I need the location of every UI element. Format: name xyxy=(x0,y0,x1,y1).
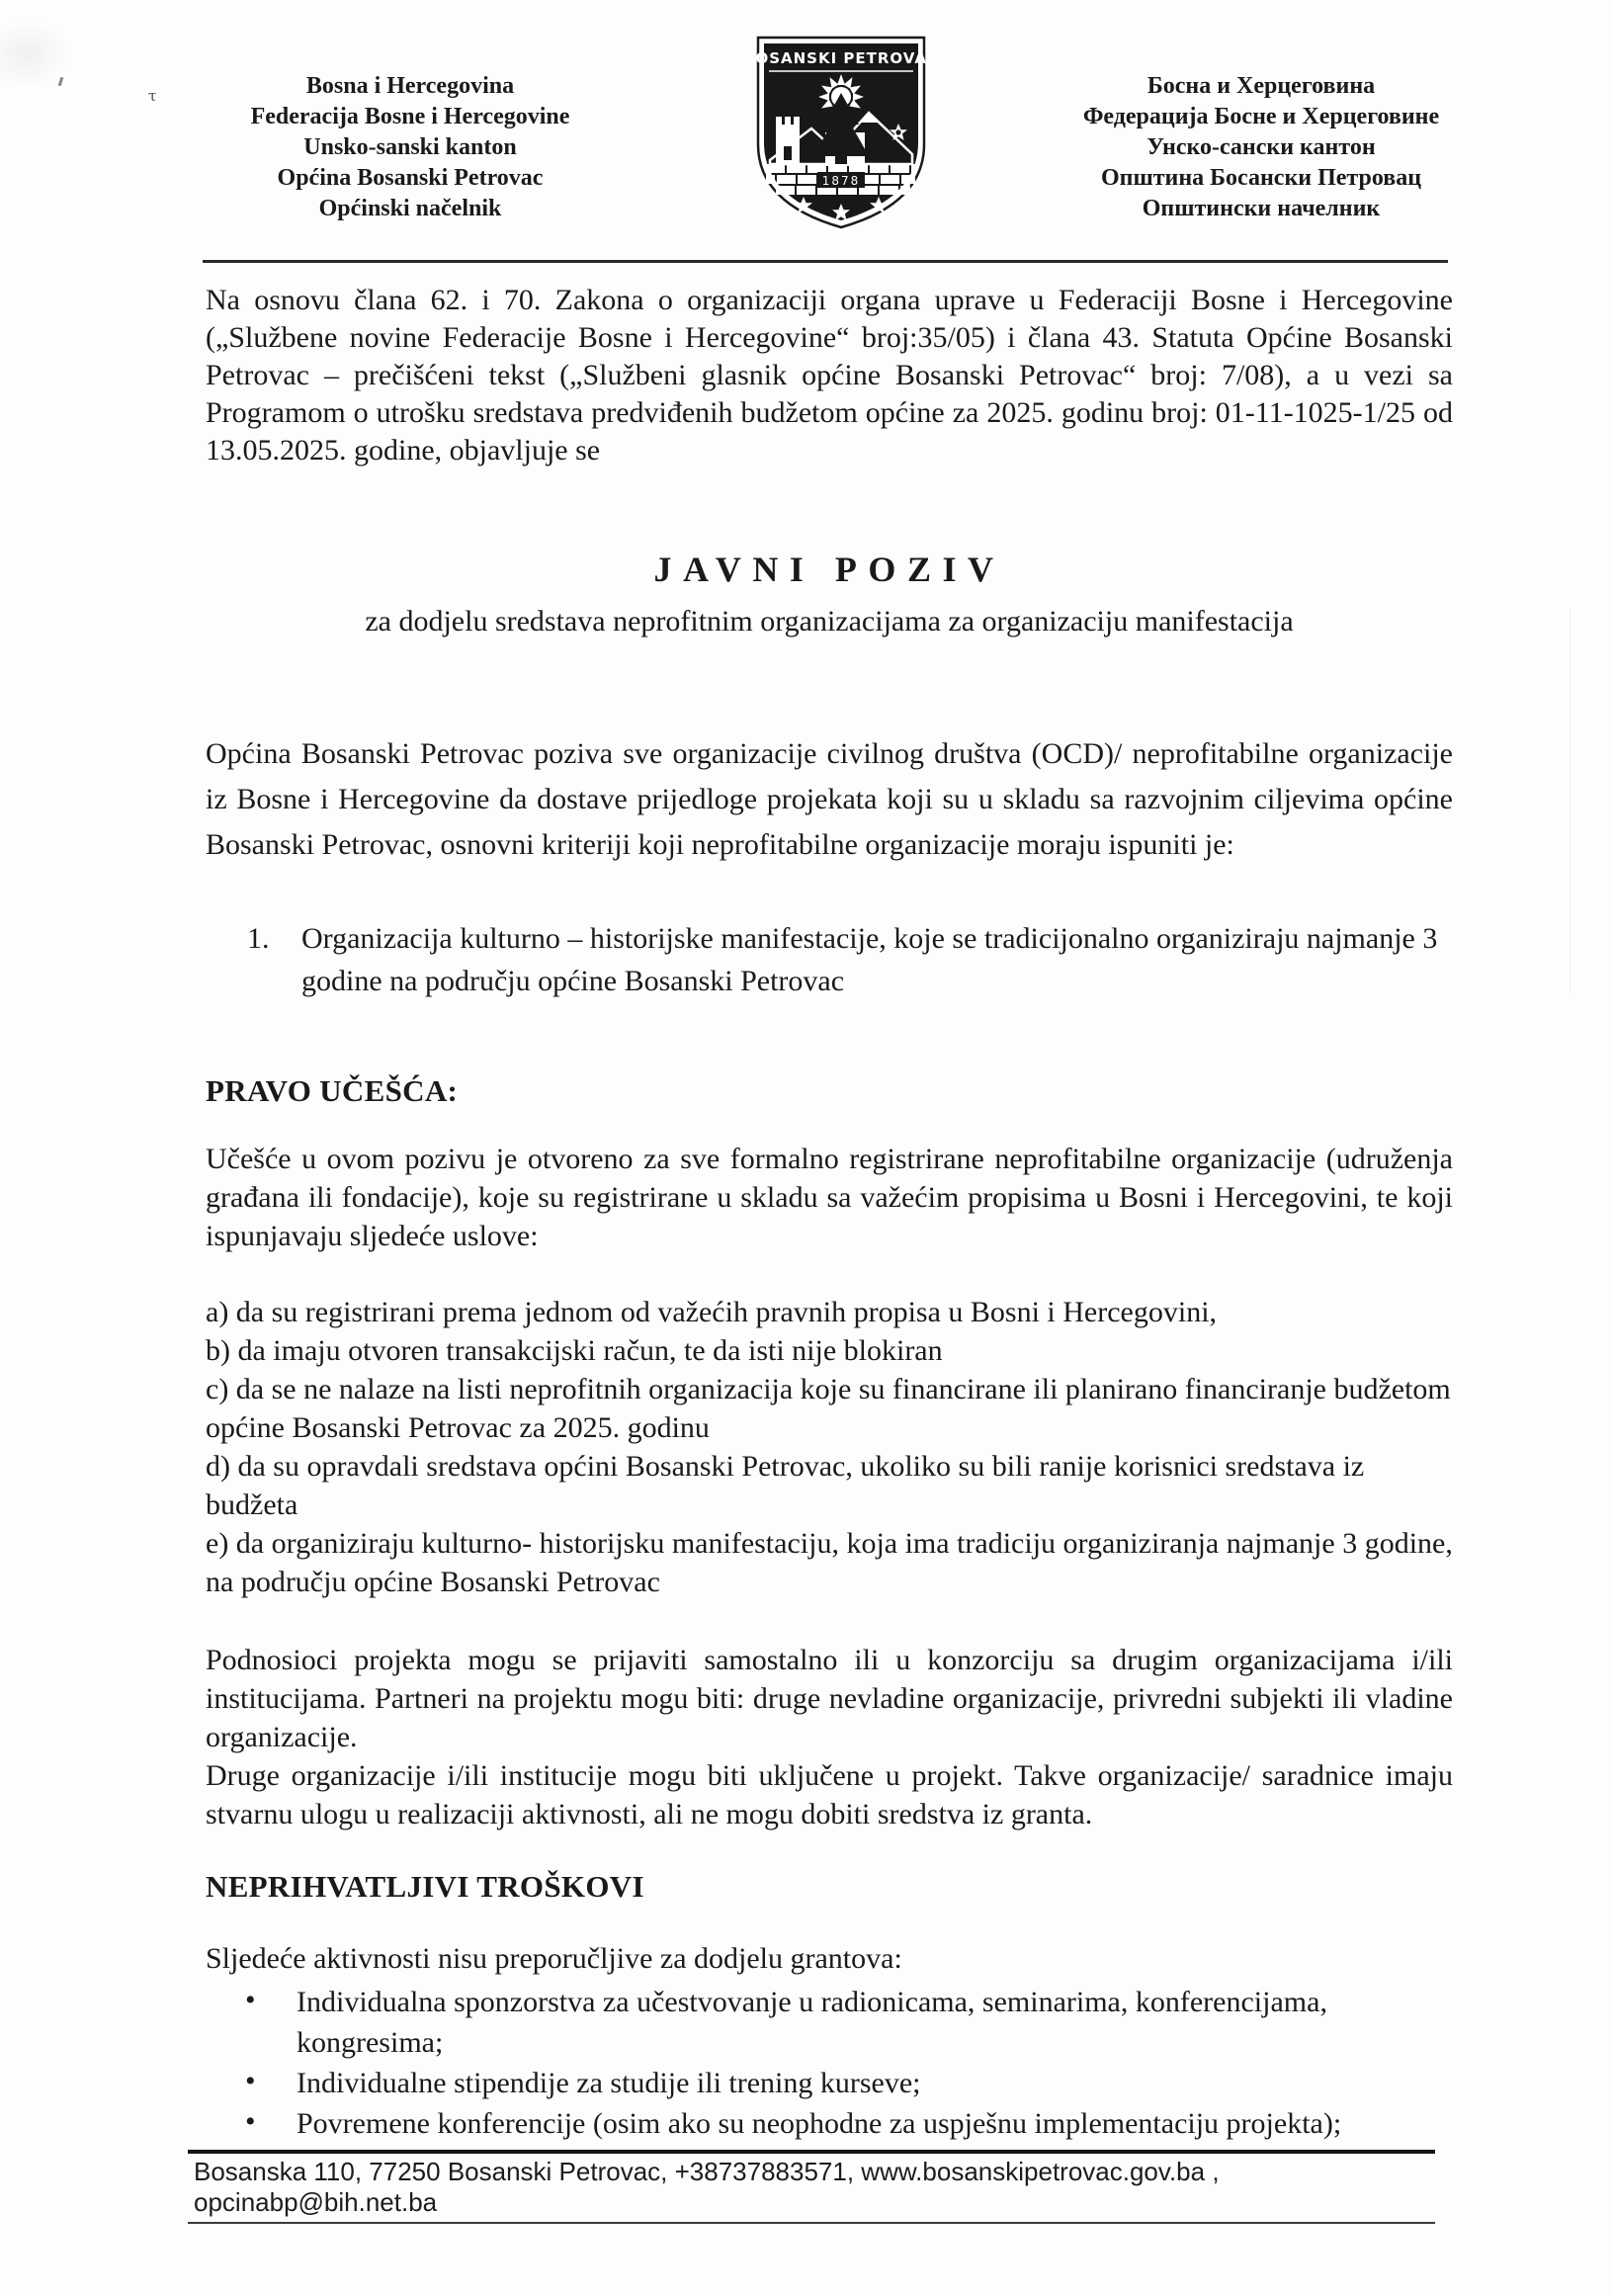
emblem-year: 1878 xyxy=(821,174,860,188)
coat-of-arms-svg xyxy=(752,34,930,231)
footer-divider-bottom xyxy=(188,2222,1435,2224)
bullet-item xyxy=(206,2103,1453,2144)
condition-item: c) da se ne nalaze na listi neprofitnih organizacija koje su financirane ili planirano financiranje budžetom općine Bosanski Petrovac za 2025. godinu xyxy=(206,1373,1451,1444)
castle-tower xyxy=(776,117,800,164)
bullet-icon: • xyxy=(245,2065,256,2097)
conditions-list xyxy=(206,1293,1453,1601)
header-left-block xyxy=(188,71,633,224)
section-heading-participation: PRAVO UČEŠĆA: xyxy=(206,1073,459,1108)
header-line: Општина Босански Петровац xyxy=(1100,165,1422,191)
document-subtitle: za dodjelu sredstava neprofitnim organizacijama za organizaciju manifestacija xyxy=(365,605,1294,638)
applicants-paragraph: Podnosioci projekta mogu se prijaviti samostalno ili u konzorciju sa drugim organizacijama i/ili institucijama. Partneri na projektu mogu biti: druge nevladine organizacije, privredni subjekti ili vladine organizacije. xyxy=(206,1644,1453,1753)
header-line: Bosna i Hercegovina xyxy=(305,73,515,99)
condition-item: d) da su opravdali sredstava općini Bosanski Petrovac, ukoliko su bili ranije korisnici sredstava iz budžeta xyxy=(206,1450,1365,1521)
intro-paragraph: Na osnovu člana 62. i 70. Zakona o organizaciji organa uprave u Federaciji Bosne i Hercegovine („Službene novine Federacije Bosne i Hercegovine“ broj:35/05) i člana 43. Statuta Općine Bosanski Petrovac – prečišćeni tekst („Službeni glasnik općine Bosanski Petrovac“ broj: 7/08), a u vezi sa Programom o utrošku sredstava predviđenih budžetom općine za 2025. godinu broj: 01-11-1025-1/25 od 13.05.2025. godine, objavljuje se xyxy=(206,284,1453,467)
bullet-item xyxy=(206,2063,1453,2103)
header-line: Општински начелник xyxy=(1142,196,1381,221)
criterion-item xyxy=(206,917,1453,1002)
criterion-text: Organizacija kulturno – historijske manifestacije, koje se tradicijonalno organiziraju najmanje 3 godine na području općine Bosanski Petrovac xyxy=(301,922,1438,997)
bullet-item xyxy=(206,1982,1453,2063)
document-title: JAVNI POZIV xyxy=(653,550,1005,589)
header-right-block xyxy=(1049,71,1474,224)
document-footer xyxy=(188,2150,1435,2224)
costs-bullet-list xyxy=(206,1982,1453,2144)
call-paragraph: Općina Bosanski Petrovac poziva sve organizacije civilnog društva (OCD)/ neprofitabilne organizacije iz Bosne i Hercegovine da dostave prijedloge projekata koji su u skladu sa razvojnim ciljevima općine Bosanski Petrovac, osnovni kriteriji koji neprofitabilne organizacije moraju ispuniti je: xyxy=(206,737,1453,861)
partners-paragraph: Druge organizacije i/ili institucije mogu biti uključene u projekt. Takve organizacije/ saradnice imaju stvarnu ulogu u realizaciji aktivnosti, ali ne mogu dobiti sredstva iz granta. xyxy=(206,1759,1453,1830)
header-line: Federacija Bosne i Hercegovine xyxy=(250,104,570,129)
header-line: Федерација Босне и Херцеговине xyxy=(1082,104,1440,129)
bullet-icon: • xyxy=(245,1984,256,2016)
condition-item: e) da organiziraju kulturno- historijsku manifestaciju, koja ima tradiciju organiziranja najmanje 3 godine, na području općine Bosanski Petrovac xyxy=(206,1527,1453,1598)
emblem-title: BOSANSKI PETROVAC xyxy=(751,49,930,67)
header-line: Unsko-sanski kanton xyxy=(303,134,517,160)
header-line: Općinski načelnik xyxy=(318,196,502,221)
costs-intro-paragraph: Sljedeće aktivnosti nisu preporučljive za dodjelu grantova: xyxy=(206,1942,902,1975)
header-line: Босна и Херцеговина xyxy=(1146,73,1376,99)
header-divider xyxy=(203,260,1448,263)
bullet-text: Individualne stipendije za studije ili trening kurseve; xyxy=(297,2067,921,2099)
participation-paragraph: Učešće u ovom pozivu je otvoreno za sve formalno registrirane neprofitabilne organizacije (udruženja građana ili fondacije), koje su registrirane u skladu sa važećim propisima u Bosni i Hercegovini, te koji ispunjavaju sljedeće uslove: xyxy=(206,1143,1453,1252)
bullet-icon: • xyxy=(245,2105,256,2138)
footer-contact-line: Bosanska 110, 77250 Bosanski Petrovac, +38737883571, www.bosanskipetrovac.gov.ba , opcinabp@bih.net.ba xyxy=(194,2157,1220,2217)
section-heading-costs: NEPRIHVATLJIVI TROŠKOVI xyxy=(206,1869,644,1904)
criterion-number: 1. xyxy=(247,922,270,955)
document-body xyxy=(206,282,1453,2144)
condition-item: a) da su registrirani prema jednom od važećih pravnih propisa u Bosni i Hercegovini, xyxy=(206,1296,1218,1328)
scan-mark: τ xyxy=(148,87,157,105)
coat-of-arms xyxy=(752,34,930,236)
condition-item: b) da imaju otvoren transakcijski račun, te da isti nije blokiran xyxy=(206,1334,943,1367)
document-header xyxy=(0,0,1612,236)
bullet-text: Povremene konferencije (osim ako su neophodne za uspješnu implementaciju projekta); xyxy=(297,2107,1342,2140)
header-line: Унско-сански кантон xyxy=(1146,134,1376,160)
bullet-text: Individualna sponzorstva za učestvovanje u radionicama, seminarima, konferencijama, kongresima; xyxy=(297,1986,1327,2059)
header-line: Općina Bosanski Petrovac xyxy=(277,165,544,191)
